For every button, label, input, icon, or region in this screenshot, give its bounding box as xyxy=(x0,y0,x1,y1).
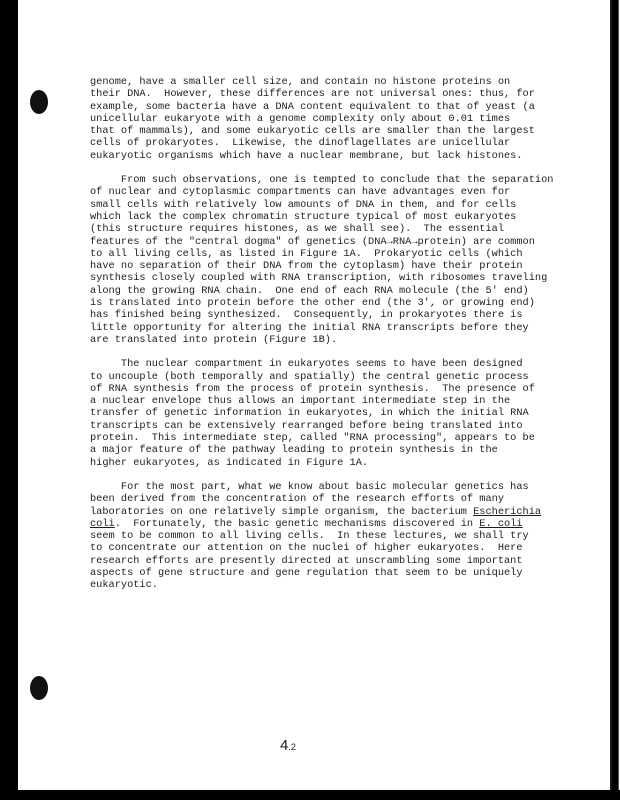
text-run: laboratories on one relatively simple organism, the bacterium xyxy=(90,505,474,518)
text-line xyxy=(90,530,590,542)
text-line: have no separation of their DNA from the cytoplasm) have their protein xyxy=(90,260,523,273)
text-line: higher eukaryotes, as indicated in Figure 1A. xyxy=(90,456,369,469)
text-line: (this structure requires histones, as we shall see). The essential xyxy=(90,223,505,236)
text-line: has finished being synthesized. Consequently, in prokaryotes there is xyxy=(90,309,523,322)
text-line: are translated into protein (Figure 1B). xyxy=(90,333,338,346)
text-line: transfer of genetic information in eukaryotes, in which the initial RNA xyxy=(90,407,529,420)
text-run: research efforts are presently directed at unscrambling some important xyxy=(90,554,523,567)
text-line xyxy=(90,481,590,493)
species-name: E. coli xyxy=(479,517,523,530)
binder-hole-bottom xyxy=(30,676,48,700)
text-line xyxy=(90,567,590,579)
text-line: small cells with relatively low amounts of DNA in them, and for cells xyxy=(90,198,517,211)
text-line: transcripts can be extensively rearranged before being translated into xyxy=(90,419,523,432)
species-name: coli xyxy=(90,517,115,530)
species-name: Escherichia xyxy=(473,505,542,518)
page-number-sub: .2 xyxy=(288,742,296,752)
text-line: synthesis closely coupled with RNA transcription, with ribosomes traveling xyxy=(90,272,548,285)
text-line: example, some bacteria have a DNA content equivalent to that of yeast (a xyxy=(90,100,535,113)
text-line: their DNA. However, these differences are not universal ones: thus, for xyxy=(90,88,535,101)
text-line xyxy=(90,506,590,518)
text-run: For the most part, what we know about basic molecular genetics has xyxy=(90,480,529,493)
text-line: protein. This intermediate step, called "RNA processing", appears to be xyxy=(90,432,535,445)
text-line: a major feature of the pathway leading to protein synthesis in the xyxy=(90,444,498,457)
paragraph-2 xyxy=(90,174,590,346)
text-line: The nuclear compartment in eukaryotes seems to have been designed xyxy=(90,358,523,371)
text-line: a nuclear envelope thus allows an important intermediate step in the xyxy=(90,395,511,408)
text-line xyxy=(90,555,590,567)
text-line: From such observations, one is tempted to conclude that the separation xyxy=(90,174,554,187)
text-line: little opportunity for altering the initial RNA transcripts before they xyxy=(90,321,529,334)
page-number xyxy=(280,737,296,754)
binder-hole-top xyxy=(30,90,48,114)
text-line: to all living cells, as listed in Figure 1A. Prokaryotic cells (which xyxy=(90,247,523,260)
text-line: along the growing RNA chain. One end of each RNA molecule (the 5' end) xyxy=(90,284,529,297)
page-number-main: 4 xyxy=(280,737,289,754)
text-run: eukaryotic. xyxy=(90,579,158,592)
text-line xyxy=(90,518,590,530)
text-line: that of mammals), and some eukaryotic cells are smaller than the largest xyxy=(90,125,535,138)
text-line: is translated into protein before the other end (the 3', or growing end) xyxy=(90,297,535,310)
text-line: which lack the complex chromatin structure typical of most eukaryotes xyxy=(90,210,517,223)
text-line: cells of prokaryotes. Likewise, the dinoflagellates are unicellular xyxy=(90,137,511,150)
text-line: of nuclear and cytoplasmic compartments can have advantages even for xyxy=(90,186,511,199)
text-line: features of the "central dogma" of genetics (DNA→RNA→protein) are common xyxy=(90,235,535,248)
paragraph-1 xyxy=(90,76,590,162)
text-line xyxy=(90,579,590,591)
text-run: been derived from the concentration of the research efforts of many xyxy=(90,493,505,506)
text-line: to uncouple (both temporally and spatially) the central genetic process xyxy=(90,370,529,383)
text-run: to concentrate our attention on the nuclei of higher eukaryotes. Here xyxy=(90,542,523,555)
text-line xyxy=(90,542,590,554)
text-run: seem to be common to all living cells. In these lectures, we shall try xyxy=(90,530,529,543)
paragraph-3 xyxy=(90,358,590,469)
paragraph-4 xyxy=(90,481,590,592)
text-run: aspects of gene structure and gene regulation that seem to be uniquely xyxy=(90,566,523,579)
text-line: eukaryotic organisms which have a nuclear membrane, but lack histones. xyxy=(90,149,523,162)
text-run: . Fortunately, the basic genetic mechanisms discovered in xyxy=(114,517,480,530)
document-page xyxy=(18,0,612,790)
text-line: genome, have a smaller cell size, and contain no histone proteins on xyxy=(90,76,511,88)
text-line xyxy=(90,493,590,505)
document-body xyxy=(90,76,590,592)
text-line: of RNA synthesis from the process of protein synthesis. The presence of xyxy=(90,382,535,395)
text-line: unicellular eukaryote with a genome complexity only about 0.01 times xyxy=(90,112,511,125)
